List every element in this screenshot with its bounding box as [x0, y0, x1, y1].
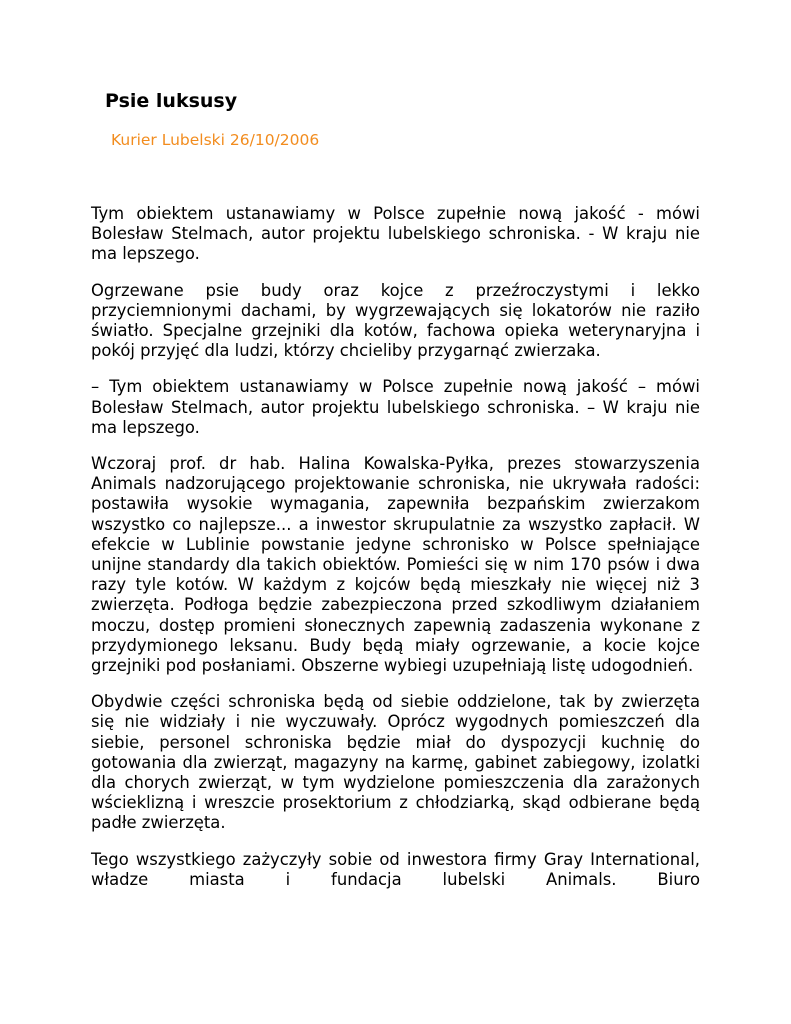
article-paragraph: Ogrzewane psie budy oraz kojce z przeźroczystymi i lekko przyciemnionymi dachami, by wygrzewających się lokatorów nie raziło światło. Specjalne grzejniki dla kotów, fachowa opieka weterynaryjna i pokój przyjęć dla ludzi, którzy chcieliby przygarnąć zwierzaka. — [91, 280, 700, 361]
article-paragraph: – Tym obiektem ustanawiamy w Polsce zupełnie nową jakość – mówi Bolesław Stelmach, autor projektu lubelskiego schroniska. – W kraju nie ma lepszego. — [91, 377, 700, 437]
article-paragraph: Tego wszystkiego zażyczyły sobie od inwestora firmy Gray International, władze miasta i fundacja lubelski Animals. Biuro — [91, 849, 700, 889]
article-body — [91, 204, 700, 906]
article-paragraph: Obydwie części schroniska będą od siebie oddzielone, tak by zwierzęta się nie widziały i nie wyczuwały. Oprócz wygodnych pomieszczeń dla siebie, personel schroniska będzie miał do dyspozycji kuchnię do gotowania dla zwierząt, magazyny na karmę, gabinet zabiegowy, izolatki dla chorych zwierząt, w tym wydzielone pomieszczenia dla zarażonych wścieklizną i wreszcie prosektorium z chłodziarką, skąd odbierane będą padłe zwierzęta. — [91, 692, 700, 833]
article-title: Psie luksusy — [105, 90, 238, 112]
article-source: Kurier Lubelski 26/10/2006 — [111, 131, 320, 149]
article-paragraph: Tym obiektem ustanawiamy w Polsce zupełnie nową jakość - mówi Bolesław Stelmach, autor projektu lubelskiego schroniska. - W kraju nie ma lepszego. — [91, 204, 700, 264]
article-paragraph: Wczoraj prof. dr hab. Halina Kowalska-Pyłka, prezes stowarzyszenia Animals nadzorującego projektowanie schroniska, nie ukrywała radości: postawiła wysokie wymagania, zapewniła bezpańskim zwierzakom wszystko co najlepsze... a inwestor skrupulatnie za wszystko zapłacił. W efekcie w Lublinie powstanie jedyne schronisko w Polsce spełniające unijne standardy dla takich obiektów. Pomieści się w nim 170 psów i dwa razy tyle kotów. W każdym z kojców będą mieszkały nie więcej niż 3 zwierzęta. Podłoga będzie zabezpieczona przed szkodliwym działaniem moczu, dostęp promieni słonecznych zapewnią zadaszenia wykonane z przydymionego leksanu. Budy będą miały ogrzewanie, a kocie kojce grzejniki pod posłaniami. Obszerne wybiegi uzupełniają listę udogodnień. — [91, 454, 700, 676]
